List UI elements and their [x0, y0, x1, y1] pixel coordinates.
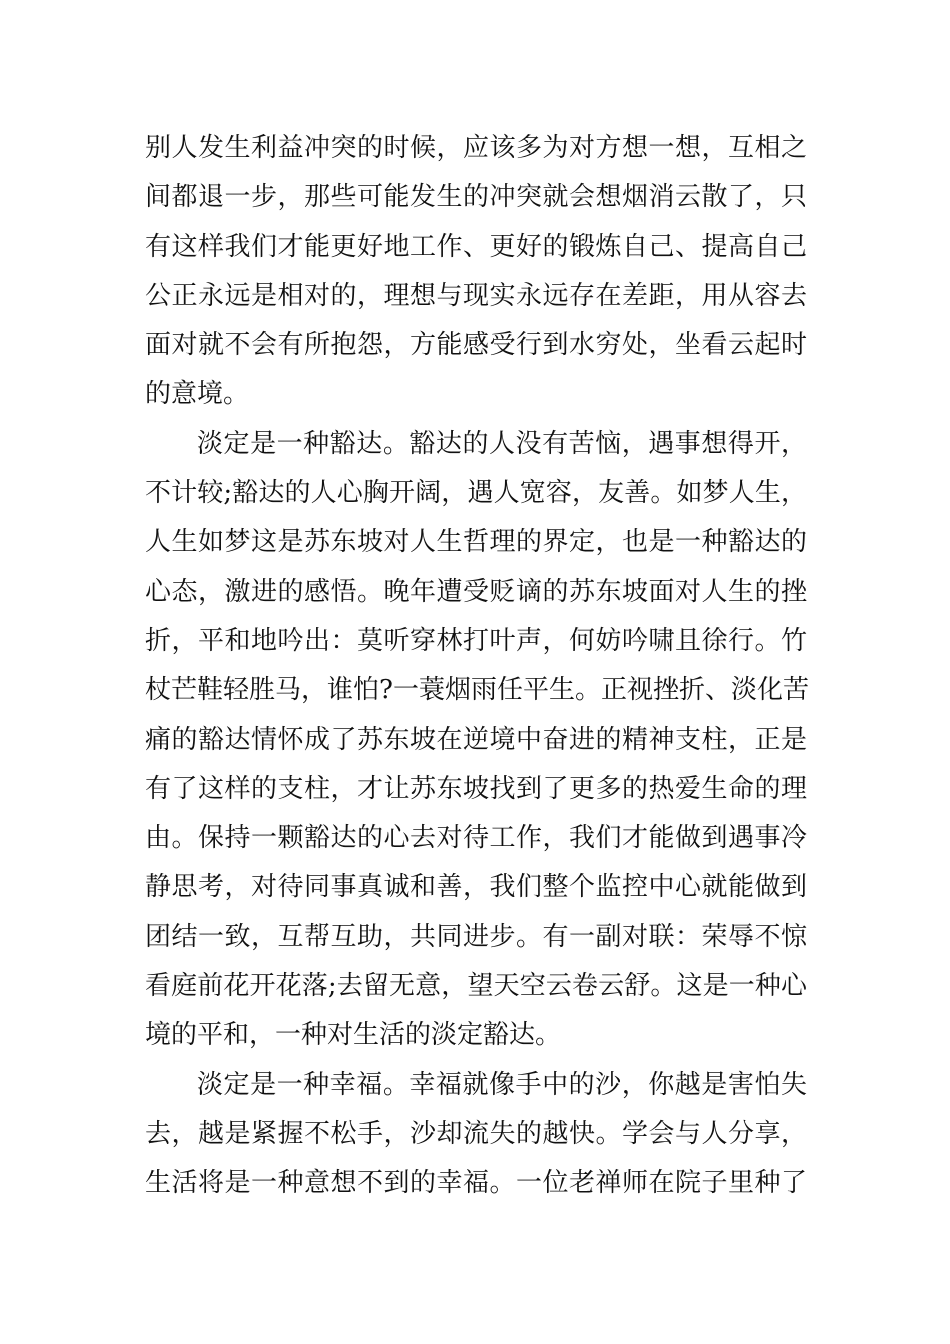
text-line: 杖芒鞋轻胜马，谁怕?一蓑烟雨任平生。正视挫折、淡化苦: [145, 675, 809, 706]
text-line: 有这样我们才能更好地工作、更好的锻炼自己、提高自己: [145, 231, 807, 262]
text-line: 境的平和，一种对生活的淡定豁达。: [145, 1020, 562, 1051]
text-line: 别人发生利益冲突的时候，应该多为对方想一想，互相之: [145, 133, 807, 163]
text-line: 折，平和地吟出：莫听穿林打叶声，何妨吟啸且徐行。竹: [145, 625, 807, 656]
text-line: 淡定是一种豁达。豁达的人没有苦恼，遇事想得开，: [197, 428, 807, 459]
text-line: 静思考，对待同事真诚和善，我们整个监控中心就能做到: [145, 872, 807, 903]
text-line: 心态，激进的感悟。晚年遭受贬谪的苏东坡面对人生的挫: [145, 576, 807, 607]
text-line: 看庭前花开花落;去留无意，望天空云卷云舒。这是一种心: [145, 971, 807, 1002]
body-text: [145, 124, 807, 1209]
text-line: 面对就不会有所抱怨，方能感受行到水穷处，坐看云起时: [145, 330, 807, 361]
text-line: 由。保持一颗豁达的心去对待工作，我们才能做到遇事冷: [145, 823, 807, 854]
text-line: 去，越是紧握不松手，沙却流失的越快。学会与人分享，: [145, 1118, 807, 1149]
text-line: 人生如梦这是苏东坡对人生哲理的界定，也是一种豁达的: [145, 527, 807, 558]
text-line: 团结一致，互帮互助，共同进步。有一副对联：荣辱不惊: [145, 921, 807, 952]
text-line: 间都退一步，那些可能发生的冲突就会想烟消云散了，只: [145, 182, 807, 213]
text-line: 不计较;豁达的人心胸开阔，遇人宽容，友善。如梦人生，: [145, 478, 807, 509]
text-line: 的意境。: [145, 379, 250, 410]
text-line: 有了这样的支柱，才让苏东坡找到了更多的热爱生命的理: [145, 773, 807, 804]
text-line: 生活将是一种意想不到的幸福。一位老禅师在院子里种了: [145, 1168, 807, 1199]
text-line: 痛的豁达情怀成了苏东坡在逆境中奋进的精神支柱，正是: [145, 724, 807, 755]
text-line: 公正永远是相对的，理想与现实永远存在差距，用从容去: [145, 280, 807, 311]
text-line: 淡定是一种幸福。幸福就像手中的沙，你越是害怕失: [197, 1069, 807, 1100]
